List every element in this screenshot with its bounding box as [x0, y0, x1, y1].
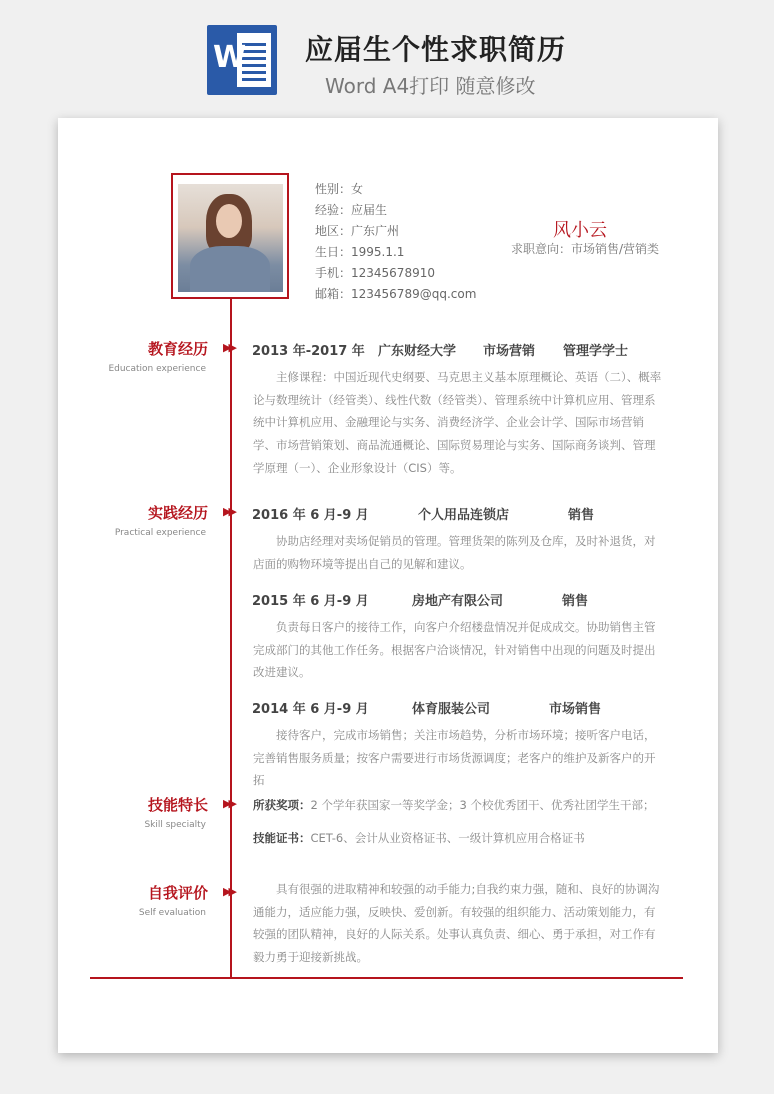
practice-company: 体育服装公司 [412, 702, 491, 717]
page-title: 应届生个性求职简历 [305, 33, 567, 66]
double-arrow-icon: ▶▶ [223, 885, 234, 898]
practice-company: 房地产有限公司 [412, 594, 504, 609]
practice-period: 2014 年 6 月-9 月 [252, 702, 369, 717]
timeline-line [230, 299, 232, 979]
info-email: 邮箱：123456789@qq.com [315, 287, 477, 301]
practice-title-en: Practical experience [114, 528, 206, 538]
education-title-en: Education experience [108, 364, 206, 374]
info-birthday: 生日：1995.1.1 [315, 245, 405, 259]
double-arrow-icon: ▶▶ [223, 341, 234, 354]
practice-role: 销售 [562, 594, 589, 609]
self-eval-title: 自我评价 [147, 884, 208, 902]
certs-text: CET-6、会计从业资格证书、一级计算机应用合格证书 [310, 831, 585, 845]
header [0, 0, 774, 110]
education-period: 2013 年-2017 年 [252, 344, 365, 359]
self-eval-text: 具有很强的进取精神和较强的动手能力;自我约束力强，随和、良好的协调沟通能力，适应能力强，反映快、爱创新。有较强的组织能力、活动策划能力，有较强的团队精神，良好的人际关系。处事认真负责、细心、勇于承担，对工作有毅力勇于迎接新挑战。 [253, 882, 660, 965]
practice-role: 市场销售 [549, 702, 602, 717]
practice-period: 2015 年 6 月-9 月 [252, 594, 369, 609]
double-arrow-icon: ▶▶ [223, 797, 234, 810]
info-phone: 手机：12345678910 [315, 266, 435, 280]
info-experience: 经验：应届生 [315, 203, 388, 217]
word-icon [207, 25, 277, 95]
practice-title: 实践经历 [147, 504, 208, 522]
self-eval-title-en: Self evaluation [138, 908, 206, 918]
practice-role: 销售 [568, 508, 595, 523]
resume-page [58, 118, 718, 1053]
practice-desc-2: 负责每日客户的接待工作，向客户介绍楼盘情况并促成成交。协助销售主管完成部门的其他工作任务。根据客户洽谈情况，针对销售中出现的问题及时提出改进建议。 [253, 620, 656, 680]
info-location: 地区：广东广州 [315, 224, 400, 238]
certs-label: 技能证书： [253, 831, 311, 845]
job-intent: 求职意向：市场销售/营销类 [511, 242, 660, 256]
education-degree: 管理学学士 [563, 344, 629, 359]
double-arrow-icon: ▶▶ [223, 505, 234, 518]
page-subtitle: Word A4打印 随意修改 [325, 74, 536, 98]
skills-awards [253, 797, 654, 813]
education-courses: 主修课程：中国近现代史纲要、马克思主义基本原理概论、英语（二）、概率论与数理统计（经管类）、线性代数（经管类）、管理系统中计算机应用、管理系统中计算机应用、金融理论与实务、消费经济学、企业会计学、国际市场营销学、市场营销策划、商品流通概论、国际贸易理论与实务、国际商务谈判、管理学原理（一）、企业形象设计（CIS）等。 [253, 370, 662, 475]
practice-company: 个人用品连锁店 [418, 508, 510, 523]
education-major: 市场营销 [483, 344, 536, 359]
education-title: 教育经历 [147, 340, 208, 358]
profile-photo [178, 184, 283, 292]
bottom-divider [90, 977, 683, 979]
skills-title-en: Skill specialty [144, 820, 206, 830]
education-school: 广东财经大学 [378, 344, 457, 359]
skills-certs [253, 830, 585, 846]
practice-desc-3: 接待客户，完成市场销售；关注市场趋势，分析市场环境；接听客户电话，完善销售服务质量；按客户需要进行市场货源调度；老客户的维护及新客户的开拓 [253, 728, 656, 788]
info-gender: 性别：女 [315, 182, 364, 196]
practice-period: 2016 年 6 月-9 月 [252, 508, 369, 523]
awards-text: 2 个学年获国家一等奖学金；3 个校优秀团干、优秀社团学生干部； [310, 798, 655, 812]
word-letter: W [213, 40, 247, 75]
practice-desc-1: 协助店经理对卖场促销员的管理。管理货架的陈列及仓库，及时补退货，对店面的购物环境等提出自己的见解和建议。 [253, 534, 656, 571]
candidate-name: 风小云 [553, 220, 607, 241]
photo-frame [171, 173, 289, 299]
skills-title: 技能特长 [147, 796, 208, 814]
awards-label: 所获奖项： [253, 798, 311, 812]
